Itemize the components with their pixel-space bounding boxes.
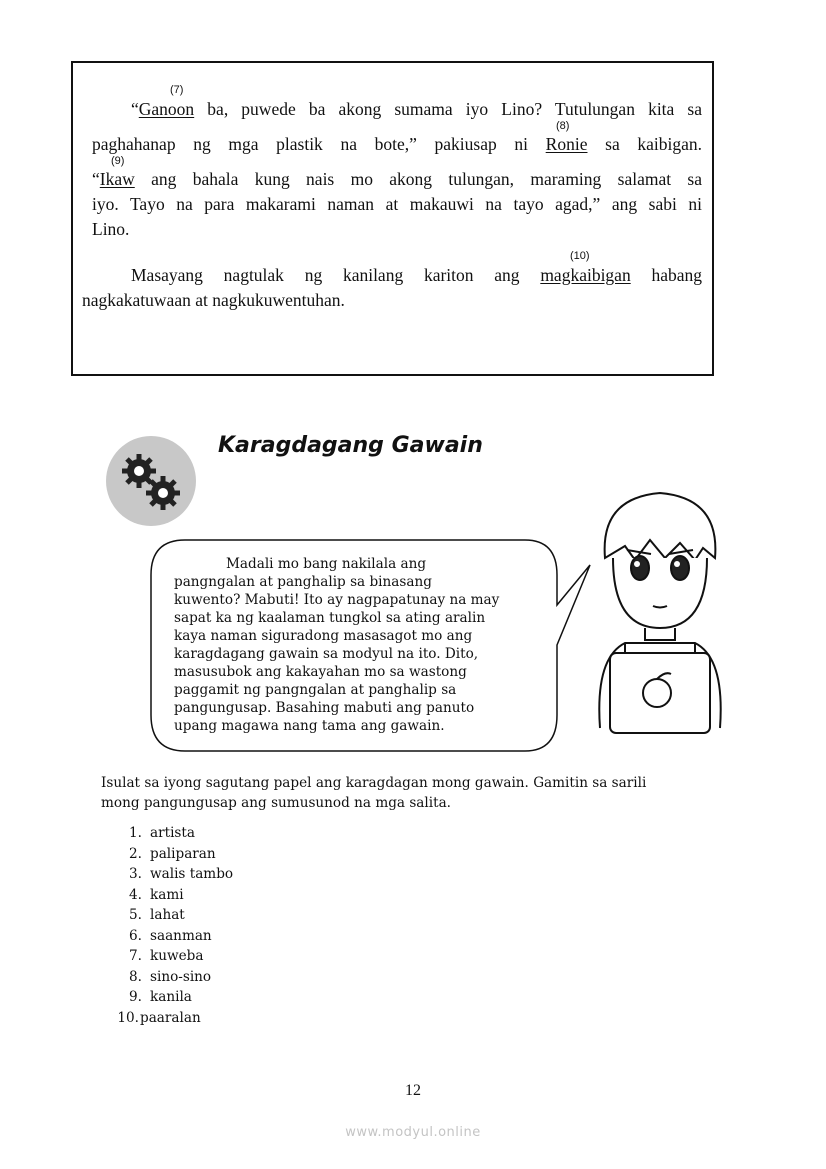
passage-line: iyo. Tayo na para makarami naman at makauwi na tayo agad,” ang sabi ni	[92, 194, 702, 214]
list-item: 1. artista	[129, 825, 195, 841]
list-item: 7. kuweba	[129, 948, 204, 964]
marker-7: (7)	[170, 84, 184, 96]
passage-line: “Ganoon ba, puwede ba akong sumama iyo Lino? Tutulungan kita sa	[131, 99, 702, 119]
boy-illustration	[585, 488, 735, 738]
underlined-word: magkaibigan	[540, 265, 631, 285]
list-item: 8. sino-sino	[129, 969, 212, 985]
list-item: 10. paaralan	[117, 1010, 201, 1026]
marker-8: (8)	[556, 120, 570, 132]
instruction-line: Isulat sa iyong sagutang papel ang karagdagan mong gawain. Gamitin sa sarili	[101, 775, 647, 791]
passage-line: “Ikaw ang bahala kung nais mo akong tulungan, maraming salamat sa	[92, 169, 702, 189]
instruction-line: mong pangungusap ang sumusunod na mga salita.	[101, 795, 451, 811]
passage-line: Masayang nagtulak ng kanilang kariton ang magkaibigan habang	[131, 265, 702, 285]
list-item: 3. walis tambo	[129, 866, 234, 882]
underlined-word: Ronie	[545, 134, 588, 154]
underlined-word: Ikaw	[99, 169, 135, 189]
underlined-word: Ganoon	[138, 99, 195, 119]
list-item: 6. saanman	[129, 928, 212, 944]
passage-line: nagkakatuwaan at nagkukuwentuhan.	[82, 290, 345, 310]
marker-10: (10)	[570, 250, 590, 262]
passage-line: paghahanap ng mga plastik na bote,” pakiusap ni Ronie sa kaibigan.	[92, 134, 702, 154]
list-item: 5. lahat	[129, 907, 185, 923]
passage-line: Lino.	[92, 219, 130, 239]
gears-icon	[105, 436, 197, 528]
section-title: Karagdagang Gawain	[218, 433, 483, 458]
marker-9: (9)	[111, 155, 125, 167]
list-item: 2. paliparan	[129, 846, 216, 862]
list-item: 9. kanila	[129, 989, 192, 1005]
watermark: www.modyul.online	[345, 1125, 481, 1140]
list-item: 4. kami	[129, 887, 184, 903]
document-page: (7) (8) (9) (10) “Ganoon ba, puwede ba akong sumama iyo Lino? Tutulungan kita sa paghahanap ng mga plastik na bote,” pakiusap ni Ronie sa kaibigan. “Ikaw ang bahala kung nais mo akong tulungan, maraming salamat sa iyo. Tayo na para makarami naman at makauwi na tayo agad,” ang sabi ni Lino. Masayang nagtulak ng kanilang kariton ang magkaibigan habang nagkakatuwaan at nagkukuwentuhan. Karagdagang Gawain Madali mo bang nakilala ang pangngalan at panghalip sa binasang kuwento? Mabuti! Ito ay nagpapatunay na may sapat ka ng kaalaman tungkol sa ating aralin kaya naman siguradong masasagot mo ang karagdagang gawain sa modyul na ito. Dito, masusubok ang kakayahan mo sa wastong paggamit ng pangngalan at panghalip sa pangungusap. Basahing mabuti ang panuto upang magawa nang tama ang gawain. Isulat sa iyong sagutang papel ang karagdagan mong gawain. Gamitin sa sarili mong pangungusap ang sumusunod na mga salita. 1. artista 2. paliparan 3. walis tambo 4. kami 5. lahat 6. saanman 7. kuweba 8. sino-sino 9. kanila 10. paaralan 12 www.modyul.online	[0, 0, 826, 1169]
page-number: 12	[405, 1082, 421, 1099]
